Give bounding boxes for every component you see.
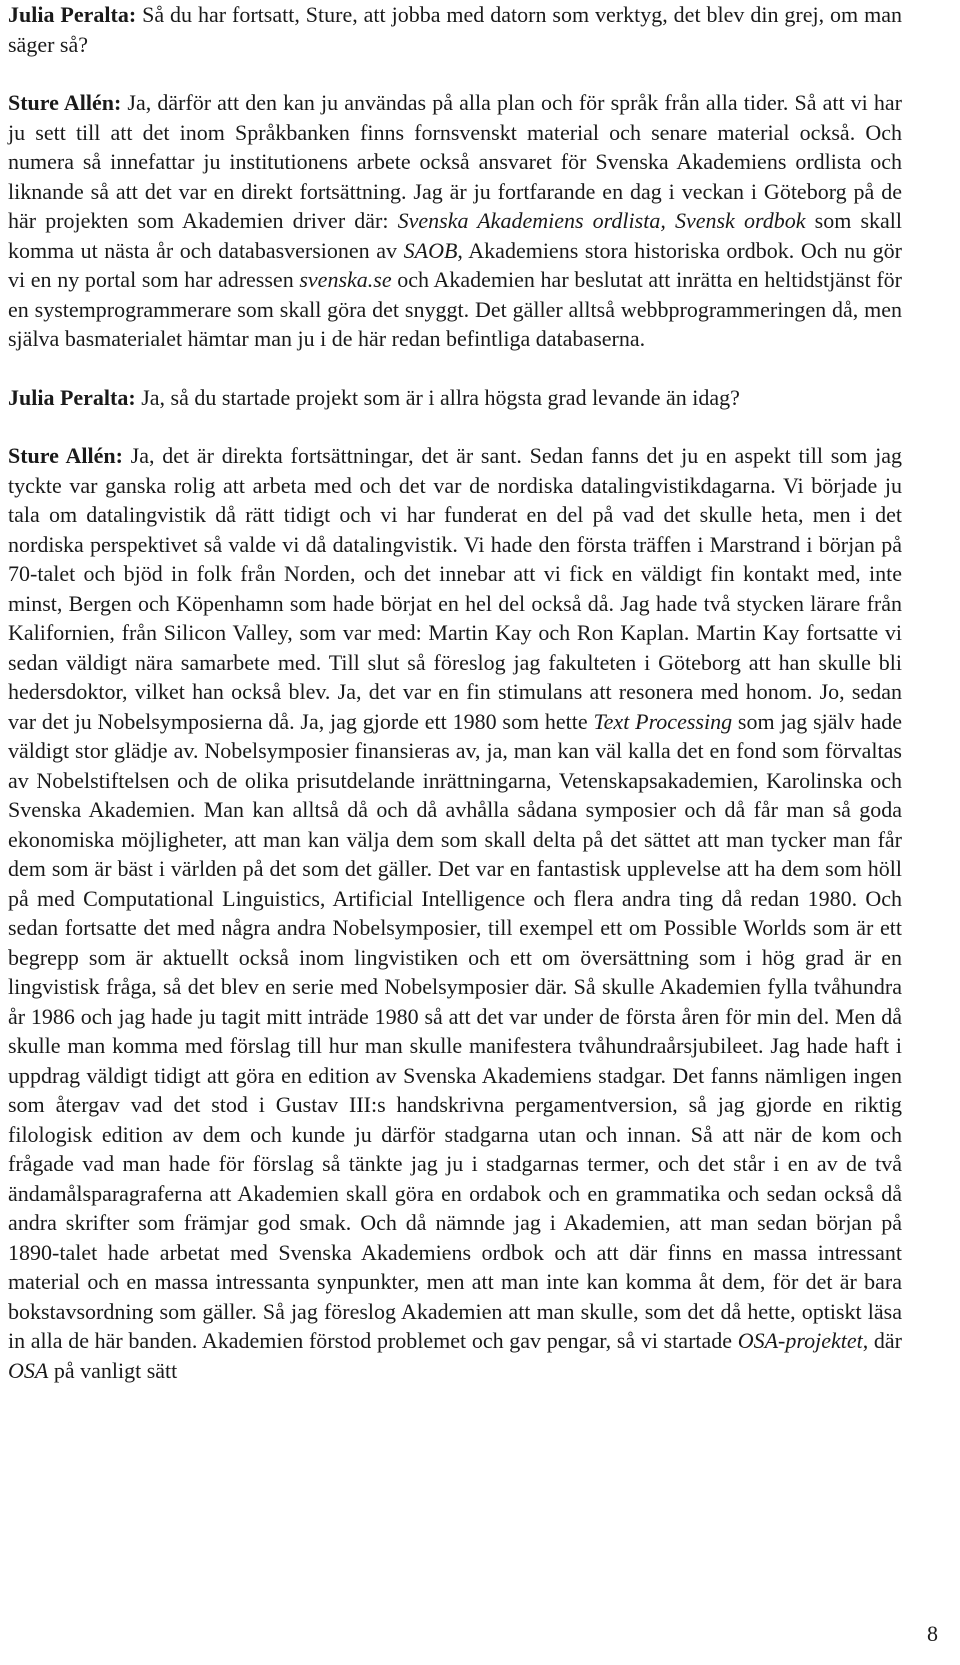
italic-title-text: Text Processing [593,708,733,734]
speaker-label: Julia Peralta: [8,384,136,410]
page-number: 8 [927,1621,938,1646]
paragraph-text: Ja, det är direkta fortsättningar, det är sant. Sedan fanns det ju en aspekt till som jag tyckte var ganska rolig att arbeta med och det var de nordiska datalingvistikdagarna. Vi började ju tala om datalingvistik då rätt tidigt och vi har funderat en del på vad det skulle heta, men i det nordiska perspektivet så valde vi då datalingvistik. Vi hade den första träffen i Marstrand i början på 70-talet och bjöd in folk från Norden, och det innebar att vi fick en väldigt fin kontakt med, inte minst, Bergen och Köpenhamn som hade börjat en hel del också då. Jag hade två stycken lärare från Kalifornien, från Silicon Valley, som var med: Martin Kay och Ron Kaplan. Martin Kay fortsatte vi sedan väldigt nära samarbete med. Till slut så föreslog jag fakulteten i Göteborg att han skulle bli hedersdoktor, vilket han också blev. Ja, det var en fin stimulans att resonera med honom. Jo, sedan var det ju Nobelsymposierna då. Ja, jag gjorde ett 1980 som hette [8,443,902,734]
document-page [8,0,902,1414]
transcript-paragraph [8,383,902,413]
paragraph-text: som skall komma ut nästa år och databasversionen av [8,208,902,263]
transcript-paragraph [8,88,902,354]
italic-title-text: Svenska Akademiens ordlista, Svensk ordbok [397,208,806,233]
speaker-label: Sture Allén: [8,443,123,468]
transcript-paragraph [8,0,902,59]
italic-title-text: svenska.se [299,267,392,292]
paragraph-text: Ja, därför att den kan ju användas på alla plan och för språk från alla tider. Så att vi har ju sett till att det inom Språkbanken finns fornsvenskt material och senare material också. Och numera så innefattar ju institutionens arbete också ansvaret för Svenska Akademiens ordlista och liknande så att det var en direkt fortsättning. Jag är ju fortfarande en dag i veckan i Göteborg på de här projekten som Akademien driver där: [8,90,902,233]
paragraph-text: , Akademiens stora historiska ordbok. Och nu gör vi en ny portal som har adressen [8,237,902,292]
transcript-paragraph [8,441,902,1385]
paragraph-text: och Akademien har beslutat att inrätta en heltidstjänst för en systemprogrammerare som skall göra det snyggt. Det gäller alltså webbprogrammeringen då, men själva basmaterialet hämtar man ju i de här redan befintliga databaserna. [8,267,902,351]
paragraph-text: på vanligt sätt [48,1357,178,1383]
interview-transcript [8,0,902,1385]
speaker-label: Sture Allén: [8,90,122,115]
paragraph-text: Ja, så du startade projekt som är i allra högsta grad levande än idag? [135,384,740,410]
italic-title-text: OSA [8,1357,49,1383]
speaker-label: Julia Peralta: [8,2,137,27]
italic-title-text: OSA-projektet [737,1328,863,1353]
paragraph-text: som jag själv hade väldigt stor glädje av. Nobelsymposier finansieras av, ja, man kan väl kalla det en fond som förvaltas av Nobelstiftelsen och de olika prisutdelande inrättningarna, Vetenskapsakademien, Karolinska och Svenska Akademien. Man kan alltså då och då avhålla sådana symposier och då får man så goda ekonomiska möjligheter, att man kan välja dem som skall delta på det sättet att man tycker man får dem som är bäst i världen på det som det gäller. Det var en fantastisk upplevelse att ha dem som höll på med Computational Linguistics, Artificial Intelligence och flera andra ting då redan 1980. Och sedan fortsatte det med några andra Nobelsymposier, till exempel ett om Possible Worlds som är ett begrepp som är aktuellt också inom lingvistiken och ett om översättning som i hög grad är en lingvistisk fråga, så det blev en serie med Nobelsymposier där. Så skulle Akademien fylla tvåhundra år 1986 och jag hade ju tagit mitt inträde 1980 så att det var under de första åren för min del. Men då skulle man komma med förslag till hur man skulle manifestera tvåhundraårsjubileet. Jag hade haft i uppdrag väldigt tidigt att göra en edition av Svenska Akademiens stadgar. Det fanns nämligen ingen som återgav vad det stod i Gustav III:s handskrivna pergamentversion, så jag gjorde en riktig filologisk edition av dem och kunde ju därför stadgarna utan och innan. Så att när de kom och frågade vad man hade för förslag så tänkte jag ju i stadgarnas termer, och det står i en av de två ändamålsparagraferna att Akademien skall göra en ordabok och en grammatika och sedan också då andra skrifter som främjar god smak. Och då nämnde jag i Akademien, att man sedan början på 1890-talet hade arbetat med Svenska Akademiens ordbok och att där finns en massa intressant material och en massa intressanta synpunkter, men att man inte kan komma åt dem, för det är bara bokstavsordning som gäller. Så jag föreslog Akademien att man skulle, som det då hette, optiskt läsa in alla de här banden. Akademien förstod problemet och gav pengar, så vi startade [8,708,902,1353]
paragraph-text: , där [862,1328,902,1353]
paragraph-text: Så du har fortsatt, Sture, att jobba med datorn som verktyg, det blev din grej, om man säger så? [8,2,902,57]
italic-title-text: SAOB [403,237,458,263]
